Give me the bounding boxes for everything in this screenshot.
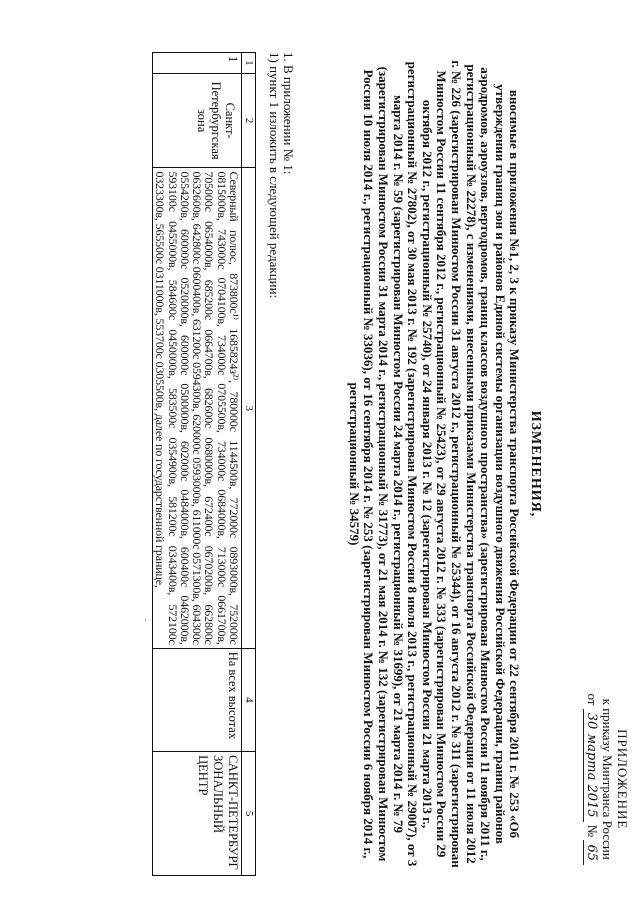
zone-name: Санкт-Петербургская зона [152, 73, 241, 168]
appendix-title: ПРИЛОЖЕНИЕ [615, 729, 630, 830]
number-handwritten: 65 [583, 840, 599, 865]
date-prefix: от [585, 693, 600, 706]
heading-body: вносимые в приложения №1, 2, 3 к приказу Министерства транспорта Российской Федерации от 22 сентября 2011 г. № 253 «Об утверждении границ зон и районов Единой системы организации воздушного движения Российской Федерации, границ районов аэродромов, аэроузлов, вертодромов, границ классов воздушного пространства» (зарегистрирован Минюстом России 11 ноября 2011 г., регистрационный № 22278), с изменениями, внесенными приказами Министерства транспорта Российской Федерации от 11 июля 2012 г. № 226 (зарегистрирован Минюстом России 31 августа 2012 г., регистрационный № 25344), от 16 августа 2012 г. № 311 (зарегистрирован Минюстом России 11 сентября 2012 г., регистрационный № 25423), от 29 августа 2012 г. № 333 (зарегистрирован Минюстом России 29 октября 2012 г., регистрационный № 25740), от 24 января 2013 г. № 12 (зарегистрирован Минюстом России 21 марта 2013 г., регистрационный № 27802), от 30 мая 2013 г. № 192 (зарегистрирован Минюстом России 8 июля 2013 г., регистрационный № 29007), от 3 марта 2014 г. № 59 (зарегистрирован Минюстом России 24 марта 2014 г., регистрационный № 31699), от 21 марта 2014 г. № 79 (зарегистрирован Минюстом России 31 марта 2014 г., регистрационный № 31773), от 21 мая 2014 г. № 132 (зарегистрирован Минюстом России 10 июля 2014 г., регистрационный № 33036), от 16 сентября 2014 г. № 253 (зарегистрирован Минюстом России 6 ноября 2014 г., регистрационный № 34579) [346, 60, 523, 868]
appendix-order-line: к приказу Минтранса России [600, 698, 615, 860]
altitude-range: На всех высотах [152, 648, 241, 751]
row-number: 1 [152, 53, 241, 74]
section-intro [267, 52, 295, 298]
section-line-1: 1. В приложении № 1: [281, 52, 296, 175]
section-line-2: 1) пункт 1 изложить в следующей редакции: [267, 52, 282, 299]
column-header-3: 3 [242, 168, 256, 648]
appendix-date-line [584, 693, 600, 865]
number-prefix: № [585, 824, 600, 838]
document-heading [346, 60, 542, 868]
heading-title: ИЗМЕНЕНИЯ, [528, 410, 543, 518]
table-header-row [242, 53, 256, 876]
column-header-2: 2 [242, 73, 256, 168]
column-header-1: 1 [242, 53, 256, 74]
zones-table [152, 52, 256, 876]
zone-boundary-coordinates: Северный полюс, 873800с¹⁾ 1685824з²⁾, 780000с 1144500в, 772000с 0893000в, 752000с 0815000в, 743000с 0704100в, 734000с 0705500в, 734000с 0684000в, 713000с 0661700в, 705000с 0654000в, 685200с 0664700в, 682600с 0680000в, 672400с 0670200в, 662800с 0632600в, 642800с 0600400в, 631200с 0594300в, 620000с 0593000в, 611000с 0571300в, 604300с 0554200в, 600000с 0520000в, 600000с 0500000в, 602000с 0484000в, 600400с 0462000в, 593100с 0455000в, 584600с 0450000в, 583500с 0354900в, 581200с 0343400в, 572100с 0323300в, 565500с 0311000в, 553700с 0305500в, далее по государственной границе, [152, 168, 241, 648]
date-handwritten: 30 марта 2015 [583, 709, 599, 822]
control-center: САНКТ-ПЕТЕРБУРГ ЗОНАЛЬНЫЙ ЦЕНТР [152, 752, 241, 876]
column-header-5: 5 [242, 752, 256, 876]
appendix-block [584, 693, 630, 865]
column-header-4: 4 [242, 648, 256, 751]
table-row [152, 53, 241, 876]
scan-mark: ˇ [136, 618, 148, 622]
